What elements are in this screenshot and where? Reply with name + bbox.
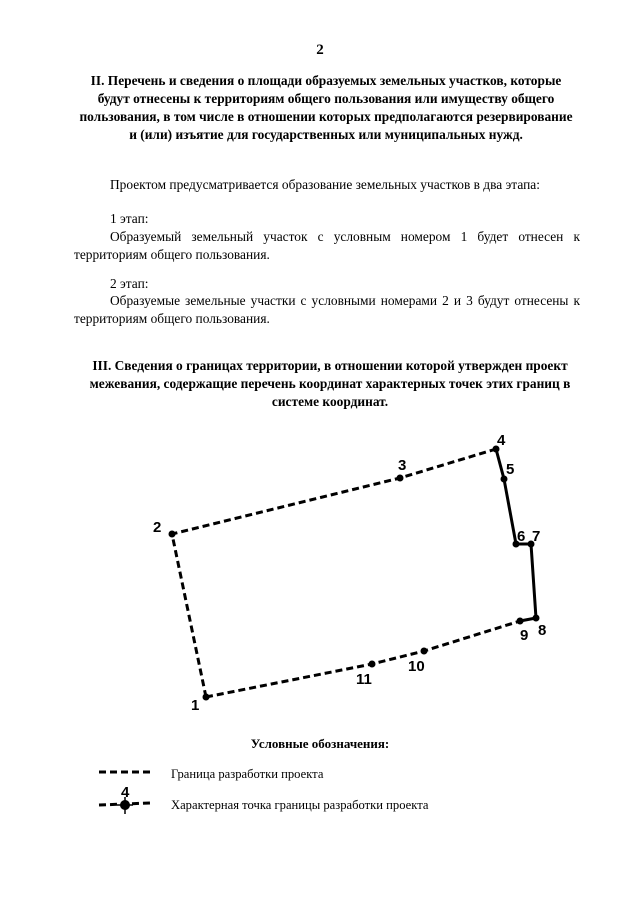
point-label-11: 11: [356, 671, 372, 688]
page-number: 2: [316, 42, 324, 58]
point-label-4: 4: [497, 432, 506, 449]
point-9-marker: [517, 618, 524, 625]
stage-1-label: 1 этап:: [110, 211, 149, 226]
stage-2-text: Образуемые земельные участки с условными номерами 2 и 3 будут отнесены к территориям общего пользования.: [74, 293, 580, 326]
point-label-8: 8: [538, 622, 547, 639]
section-2-intro: Проектом предусматривается образование земельных участков в два этапа:: [110, 177, 540, 192]
point-label-7: 7: [532, 528, 541, 545]
boundary-solid-segment: [496, 449, 536, 621]
legend-item-point: Характерная точка границы разработки проекта: [171, 798, 429, 812]
point-label-6: 6: [517, 528, 526, 545]
legend-point-symbol: [99, 784, 150, 814]
legend-title: Условные обозначения:: [250, 736, 390, 751]
point-10-marker: [421, 648, 428, 655]
legend-point-label: 4: [121, 784, 130, 801]
point-label-5: 5: [506, 461, 515, 478]
point-label-9: 9: [520, 627, 529, 644]
point-1-marker: [203, 694, 210, 701]
point-8-marker: [533, 615, 540, 622]
point-label-2: 2: [153, 519, 162, 536]
stage-1-text: Образуемый земельный участок с условным номером 1 будет отнесен к территориям общего пользования.: [74, 229, 580, 262]
point-11-marker: [369, 661, 376, 668]
point-3-marker: [397, 475, 404, 482]
point-label-1: 1: [191, 697, 200, 714]
boundary-line: [172, 449, 496, 697]
point-label-10: 10: [408, 658, 425, 675]
point-2-marker: [169, 531, 176, 538]
stage-2-label: 2 этап:: [110, 276, 149, 291]
legend-item-boundary: Граница разработки проекта: [171, 767, 324, 781]
point-label-3: 3: [398, 457, 407, 474]
section-2-heading: II. Перечень и сведения о площади образуемых земельных участков, которые будут отнесены к территориям общего пользования или имуществу общего пользования, в том числе в отношении которых предполагаются резервирование и (или) изъятие для государственных или муниципальных нужд.: [79, 73, 573, 142]
section-3-heading: III. Сведения о границах территории, в отношении которой утвержден проект межевания, содержащие перечень координат характерных точек этих границ в системе координат.: [89, 358, 571, 409]
